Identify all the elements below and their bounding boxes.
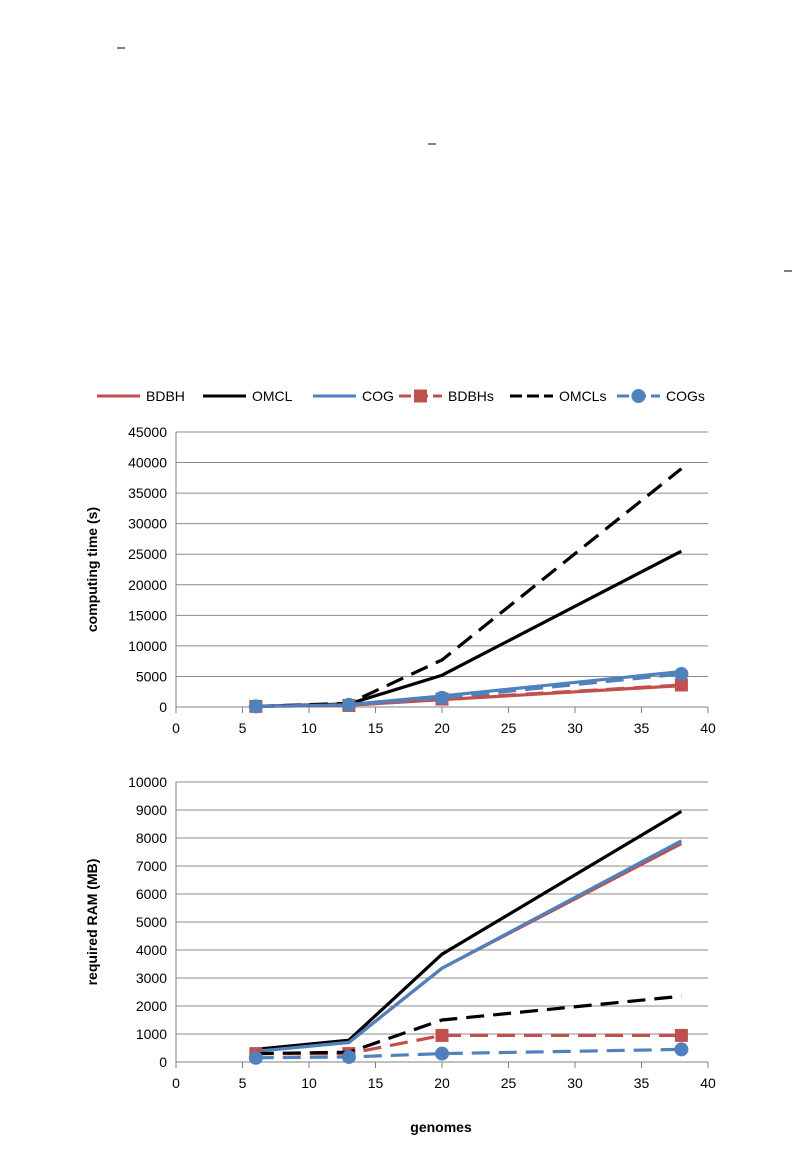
y-tick-label: 25000	[128, 546, 167, 563]
legend-label-cog: COG	[362, 388, 394, 404]
legend-label-omcl: OMCL	[252, 388, 293, 404]
computing-time-chart	[84, 424, 716, 736]
x-tick-label: 35	[633, 1075, 650, 1091]
x-tick-label: 25	[500, 720, 517, 736]
data-point-cogs	[342, 1050, 356, 1064]
y-tick-label: 6000	[135, 886, 167, 902]
y-tick-label: 10000	[128, 774, 167, 790]
data-point-cogs	[249, 1051, 263, 1065]
y-tick-label: 20000	[128, 576, 167, 593]
series-line-omcls	[256, 469, 682, 707]
series-cog	[256, 841, 682, 1052]
x-tick-label: 10	[301, 1075, 317, 1091]
series-omcl	[256, 811, 682, 1049]
x-tick-label: 5	[238, 720, 247, 736]
legend-item-cog	[313, 388, 394, 404]
legend-label-bdbh: BDBH	[146, 388, 185, 404]
data-point-cogs	[342, 698, 356, 712]
x-tick-label: 25	[500, 1075, 517, 1091]
x-axis-title: genomes	[410, 1119, 472, 1135]
legend-label-cogs: COGs	[666, 388, 705, 404]
y-tick-label: 40000	[128, 454, 167, 471]
series-line-cog	[256, 841, 682, 1052]
x-tick-label: 40	[700, 720, 716, 736]
y-tick-label: 5000	[135, 914, 167, 930]
data-point-cogs	[674, 667, 688, 681]
y-tick-label: 10000	[128, 637, 167, 654]
legend-item-cogs	[617, 388, 705, 404]
y-tick-label: 5000	[135, 668, 167, 685]
y-tick-label: 9000	[135, 802, 167, 818]
y-tick-label: 0	[159, 1054, 167, 1070]
y-tick-label: 7000	[135, 858, 167, 874]
legend-item-omcl	[203, 388, 293, 404]
required-ram-chart	[84, 774, 716, 1135]
data-point-bdbhs	[675, 1029, 688, 1042]
legend	[97, 388, 705, 404]
x-tick-label: 0	[172, 1075, 180, 1091]
x-tick-label: 20	[434, 720, 450, 736]
legend-item-bdbh	[97, 388, 185, 404]
y-tick-label: 1000	[135, 1026, 167, 1042]
series-omcls	[256, 469, 682, 707]
series-bdbhs	[249, 679, 688, 713]
legend-item-omcls	[510, 388, 606, 404]
y-axis-title: computing time (s)	[84, 506, 100, 633]
x-tick-label: 0	[172, 720, 180, 736]
x-tick-label: 30	[567, 1075, 583, 1091]
data-point-bdbhs	[436, 1029, 449, 1042]
y-tick-label: 15000	[128, 607, 167, 624]
data-point-cogs	[435, 1047, 449, 1061]
legend-label-omcls: OMCLs	[559, 388, 607, 404]
data-point-cogs	[249, 699, 263, 713]
data-point-cogs	[674, 1042, 688, 1056]
y-axis-title: required RAM (MB)	[84, 858, 100, 986]
y-tick-label: 35000	[128, 485, 167, 502]
legend-marker-cogs	[632, 389, 646, 403]
x-tick-label: 40	[700, 1075, 716, 1091]
x-tick-label: 30	[567, 720, 583, 736]
y-tick-label: 8000	[135, 830, 167, 846]
y-tick-label: 4000	[135, 942, 167, 958]
y-tick-label: 3000	[135, 970, 167, 986]
legend-item-bdbhs	[399, 388, 494, 404]
x-tick-label: 15	[367, 1075, 384, 1091]
legend-marker-bdbhs	[414, 390, 427, 403]
x-tick-label: 10	[301, 720, 317, 736]
y-tick-label: 0	[159, 699, 167, 715]
y-tick-label: 45000	[128, 424, 167, 440]
y-tick-label: 2000	[135, 998, 167, 1014]
series-line-omcl	[256, 811, 682, 1049]
y-tick-label: 30000	[128, 515, 167, 532]
series-line-omcl	[256, 551, 682, 706]
x-tick-label: 15	[367, 720, 384, 736]
x-tick-label: 35	[633, 720, 650, 736]
x-tick-label: 20	[434, 1075, 450, 1091]
x-tick-label: 5	[238, 1075, 247, 1091]
series-omcl	[256, 551, 682, 706]
data-point-cogs	[435, 691, 449, 705]
legend-label-bdbhs: BDBHs	[448, 388, 494, 404]
